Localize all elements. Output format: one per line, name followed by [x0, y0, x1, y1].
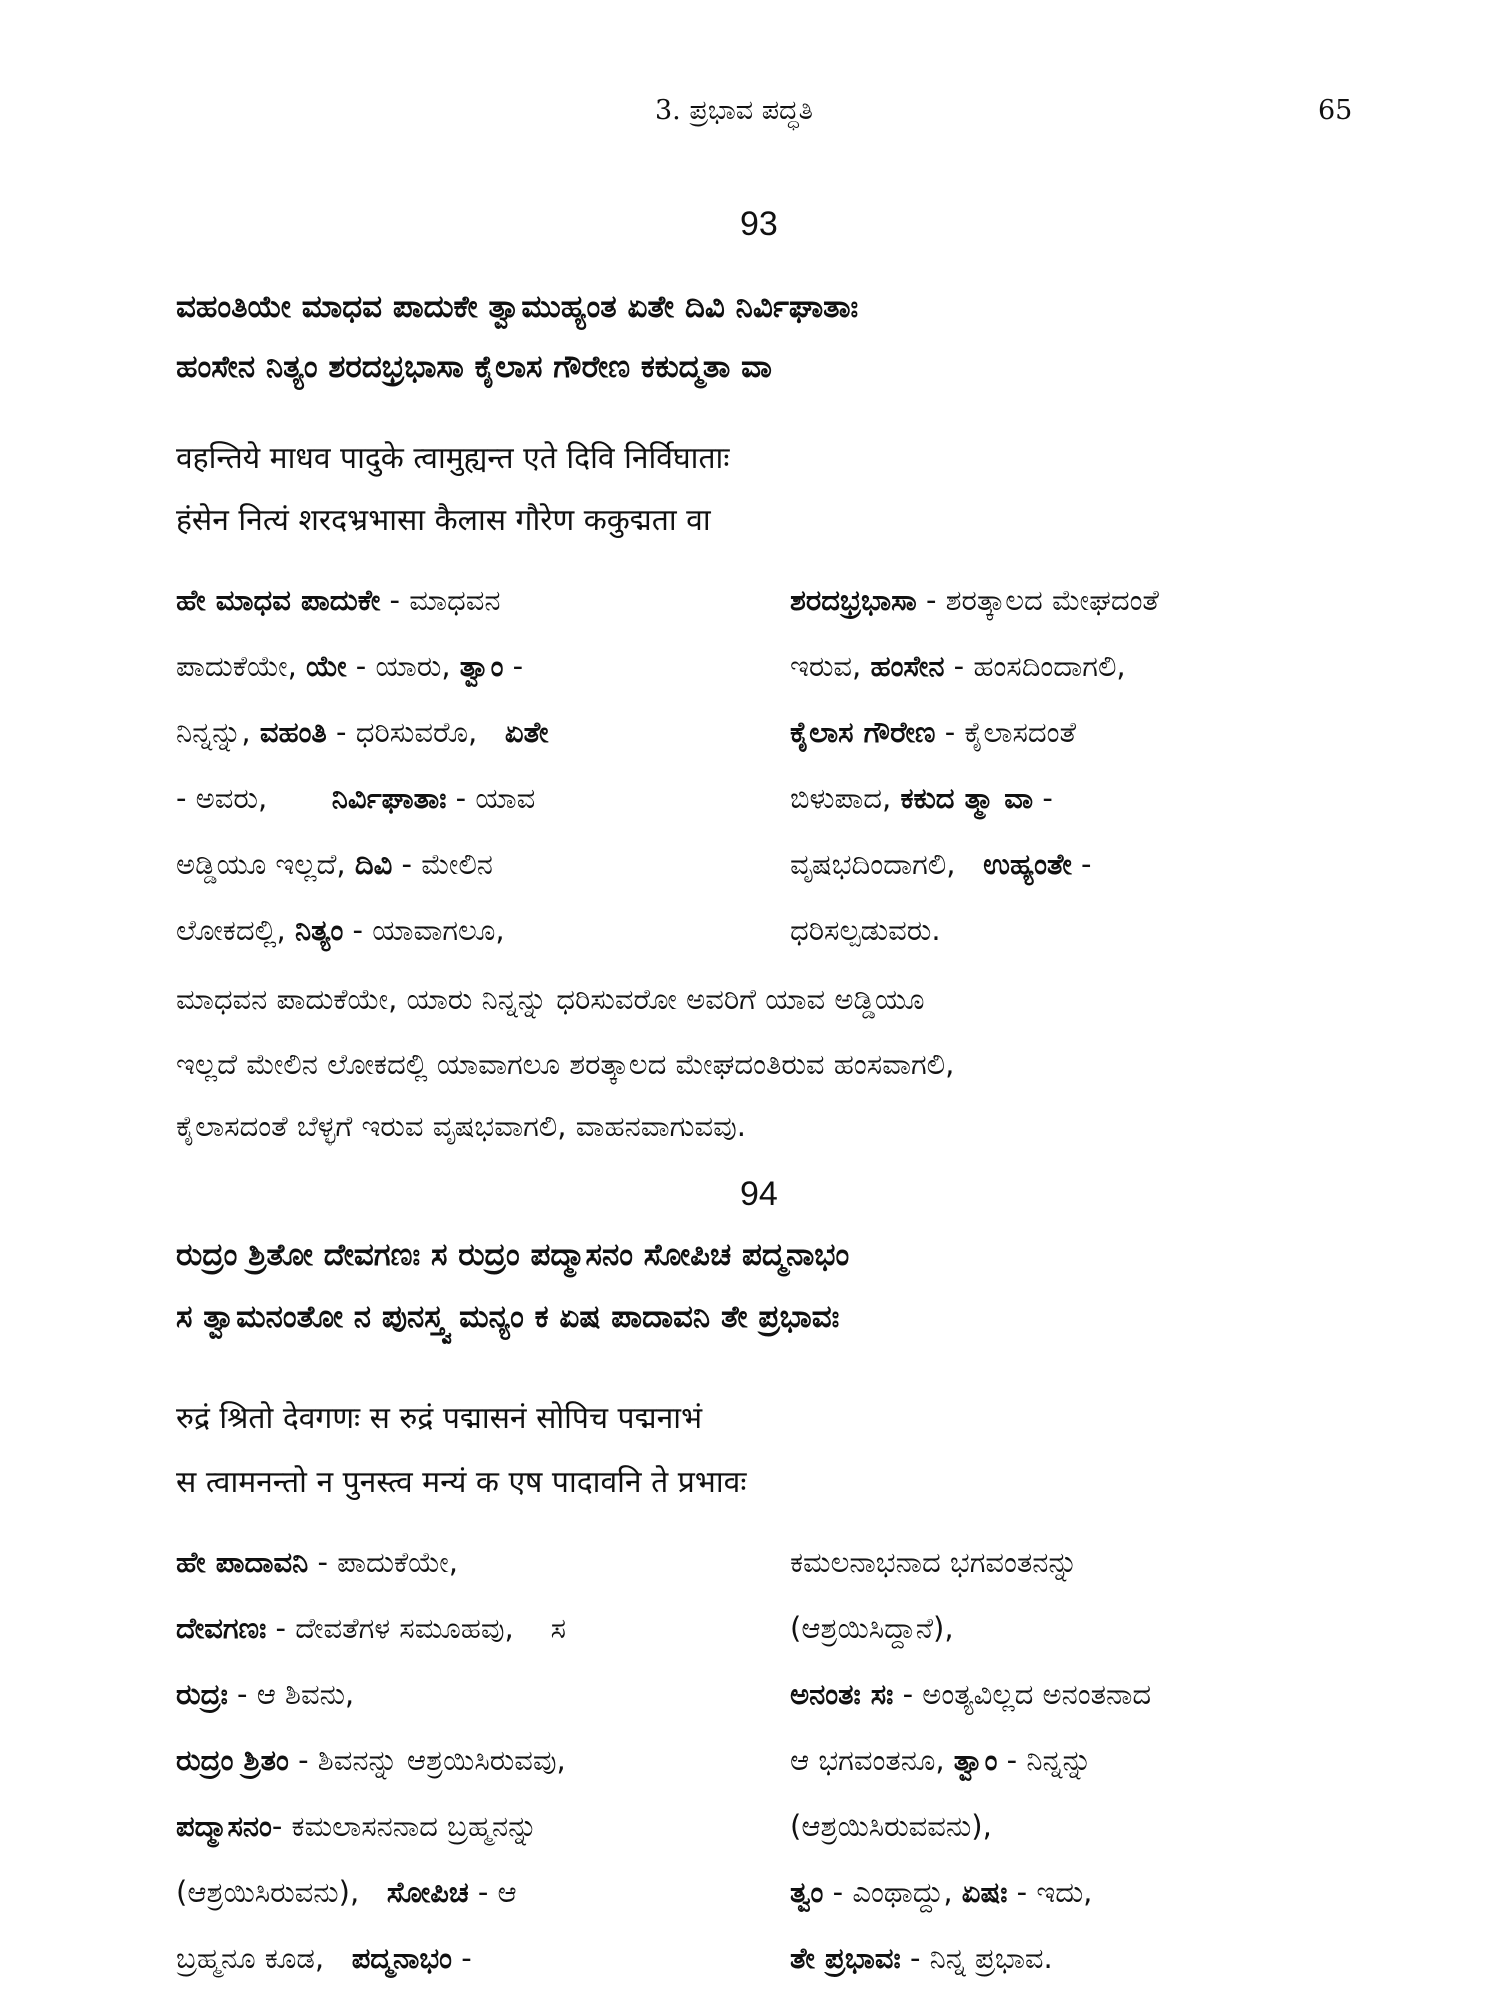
gloss-term: ಅನಂತಃ ಸಃ [790, 1677, 894, 1711]
gloss-meaning: (ಆಶ್ರಯಿಸಿರುವವನು), [790, 1809, 992, 1843]
running-header-title: 3. ಪ್ರಭಾವ ಪದ್ಧತಿ [655, 95, 813, 126]
gloss-meaning: ಇರುವ, [790, 649, 871, 683]
gloss-line [790, 781, 1350, 850]
gloss-meaning: - [452, 1941, 472, 1975]
gloss-meaning: - ಮೇಲಿನ [392, 847, 493, 881]
gloss-term: ಹೇ ಪಾದಾವನಿ [176, 1545, 309, 1579]
gloss-term: ಏಷಃ [961, 1875, 1008, 1909]
gloss-line [176, 1875, 756, 1944]
gloss-line [176, 1941, 756, 2010]
gloss-meaning: - ಪಾದುಕೆಯೇ, [308, 1545, 458, 1579]
gloss-line [176, 1809, 756, 1878]
gloss-meaning: - ಧರಿಸುವರೊ, [326, 715, 505, 749]
gloss-meaning: - ಮಾಧವನ [380, 583, 501, 617]
gloss-term: ತ್ವಾಂ [953, 1743, 998, 1777]
gloss-term: ರುದ್ರಂ ಶ್ರಿತಂ [176, 1743, 289, 1777]
gloss-term: ಶರದಭ್ರಭಾಸಾ [790, 583, 917, 617]
gloss-meaning: ವೃಷಭದಿಂದಾಗಲಿ, [790, 847, 984, 881]
gloss-meaning: - ಇದು, [1007, 1875, 1093, 1909]
gloss-term: ಕೈಲಾಸ ಗೌರೇಣ [790, 715, 936, 749]
gloss-meaning: ಧರಿಸಲ್ಪಡುವರು. [790, 913, 941, 947]
gloss-meaning: - ಆ ಶಿವನು, [227, 1677, 355, 1711]
gloss-line [176, 1743, 756, 1812]
gloss-meaning: ಪಾದುಕೆಯೇ, [176, 649, 306, 683]
gloss-meaning: ಲೋಕದಲ್ಲಿ, [176, 913, 295, 947]
gloss-line [176, 649, 756, 718]
gloss-line [790, 1743, 1350, 1812]
gloss-term: ರುದ್ರಃ [176, 1677, 228, 1711]
gloss-term: ದೇವಗಣಃ [176, 1611, 267, 1645]
summary-line: ಮಾಧವನ ಪಾದುಕೆಯೇ, ಯಾರು ನಿನ್ನನ್ನು ಧರಿಸುವರೋ ಅವರಿಗೆ ಯಾವ ಅಡ್ಡಿಯೂ [176, 982, 925, 1016]
gloss-line [176, 781, 756, 850]
gloss-meaning: (ಆಶ್ರಯಿಸಿದ್ದಾನೆ), [790, 1611, 954, 1645]
gloss-line [176, 715, 756, 784]
gloss-meaning: - ಶರತ್ಕಾಲದ ಮೇಘದಂತೆ [916, 583, 1159, 617]
gloss-term: ಏತೇ [504, 715, 549, 749]
gloss-meaning: ಬ್ರಹ್ಮನೂ ಕೂಡ, [176, 1941, 352, 1975]
gloss-line [790, 1545, 1350, 1614]
gloss-meaning: - ಶಿವನನ್ನು ಆಶ್ರಯಿಸಿರುವವು, [288, 1743, 566, 1777]
verse-kannada-line: ಹಂಸೇನ ನಿತ್ಯಂ ಶರದಭ್ರಭಾಸಾ ಕೈಲಾಸ ಗೌರೇಣ ಕಕುದ್ಮತಾ ವಾ [176, 349, 772, 385]
gloss-left-column [176, 583, 756, 982]
gloss-right-column [790, 1545, 1350, 2010]
verse-devanagari-line: रुद्रं श्रितो देवगणः स रुद्रं पद्मासनं सोपिच पद्मनाभं [176, 1401, 703, 1436]
gloss-line [790, 1809, 1350, 1878]
gloss-meaning: ಅಡ್ಡಿಯೂ ಇಲ್ಲದೆ, [176, 847, 355, 881]
gloss-line [790, 1941, 1350, 2010]
gloss-term: ವಹಂತಿ [259, 715, 327, 749]
gloss-meaning: - [1071, 847, 1092, 881]
summary-line: ಇಲ್ಲದೆ ಮೇಲಿನ ಲೋಕದಲ್ಲಿ ಯಾವಾಗಲೂ ಶರತ್ಕಾಲದ ಮೇಘದಂತಿರುವ ಹಂಸವಾಗಲಿ, [176, 1047, 955, 1081]
gloss-line [176, 1545, 756, 1614]
gloss-line [176, 1611, 756, 1680]
page-number: 65 [1318, 95, 1353, 126]
gloss-line [790, 1677, 1350, 1746]
gloss-term: ಕಕುದ ತ್ಮಾ ವಾ [900, 781, 1034, 815]
gloss-term: ಸೋಪಿಚ [386, 1875, 469, 1909]
gloss-meaning: - ಯಾರು, [346, 649, 460, 683]
gloss-line [790, 715, 1350, 784]
summary-line: ಕೈಲಾಸದಂತೆ ಬೆಳ್ಳಗೆ ಇರುವ ವೃಷಭವಾಗಲಿ, ವಾಹನವಾಗುವವು. [176, 1109, 747, 1143]
gloss-term: ನಿರ್ವಿಘಾತಾಃ [331, 781, 447, 815]
gloss-term: ಹೇ ಮಾಧವ ಪಾದುಕೇ [176, 583, 381, 617]
gloss-term: ಪದ್ಮಾಸನಂ [176, 1809, 272, 1843]
gloss-line [790, 583, 1350, 652]
gloss-line [790, 1611, 1350, 1680]
gloss-left-column [176, 1545, 756, 2010]
verse-devanagari-line: स त्वामनन्तो न पुनस्त्व मन्यं क एष पादावनि ते प्रभावः [176, 1465, 747, 1500]
gloss-line [790, 913, 1350, 982]
gloss-meaning: - ಹಂಸದಿಂದಾಗಲಿ, [944, 649, 1126, 683]
gloss-meaning: - ಕೈಲಾಸದಂತೆ [935, 715, 1077, 749]
gloss-meaning: - [503, 649, 524, 683]
gloss-meaning: - ಕಮಲಾಸನನಾದ ಬ್ರಹ್ಮನನ್ನು [271, 1809, 538, 1843]
gloss-meaning: ನಿನ್ನನ್ನು, [176, 715, 260, 749]
gloss-meaning: - ಆ [468, 1875, 517, 1909]
gloss-line [176, 1677, 756, 1746]
verse-kannada-line: ರುದ್ರಂ ಶ್ರಿತೋ ದೇವಗಣಃ ಸ ರುದ್ರಂ ಪದ್ಮಾಸನಂ ಸೋಪಿಚ ಪದ್ಮನಾಭಂ [176, 1237, 850, 1273]
gloss-meaning: - ಯಾವಾಗಲೂ, [343, 913, 505, 947]
gloss-term: ತೇ ಪ್ರಭಾವಃ [790, 1941, 901, 1975]
gloss-right-column [790, 583, 1350, 982]
gloss-meaning: - ಎಂಥಾದ್ದು, [823, 1875, 962, 1909]
gloss-line [176, 847, 756, 916]
gloss-line [176, 913, 756, 982]
gloss-meaning: ಕಮಲನಾಭನಾದ ಭಗವಂತನನ್ನು [790, 1545, 1078, 1579]
verse-number: 94 [740, 1175, 778, 1213]
gloss-meaning: - ದೇವತೆಗಳ ಸಮೂಹವು, ಸ [266, 1611, 566, 1645]
verse-kannada-line: ವಹಂತಿಯೇ ಮಾಧವ ಪಾದುಕೇ ತ್ವಾಮುಹ್ಯಂತ ಏತೇ ದಿವಿ ನಿರ್ವಿಘಾತಾಃ [176, 289, 859, 325]
gloss-term: ನಿತ್ಯಂ [294, 913, 344, 947]
gloss-term: ಪದ್ಮನಾಭಂ [351, 1941, 452, 1975]
verse-number: 93 [740, 205, 778, 243]
gloss-line [790, 649, 1350, 718]
gloss-line [790, 847, 1350, 916]
gloss-line [176, 583, 756, 652]
gloss-term: ದಿವಿ [354, 847, 393, 881]
gloss-meaning: (ಆಶ್ರಯಿಸಿರುವನು), [176, 1875, 387, 1909]
gloss-meaning: ಆ ಭಗವಂತನೂ, [790, 1743, 954, 1777]
gloss-meaning: ಬಿಳುಪಾದ, [790, 781, 901, 815]
gloss-meaning: - [1033, 781, 1053, 815]
gloss-meaning: - ಅಂತ್ಯವಿಲ್ಲದ ಅನಂತನಾದ [893, 1677, 1152, 1711]
verse-kannada-line: ಸ ತ್ವಾಮನಂತೋ ನ ಪುನಸ್ತ್ವ ಮನ್ಯಂ ಕ ಏಷ ಪಾದಾವನಿ ತೇ ಪ್ರಭಾವಃ [176, 1299, 840, 1335]
gloss-meaning: - ನಿನ್ನ ಪ್ರಭಾವ. [900, 1941, 1053, 1975]
gloss-meaning: - ಅವರು, [176, 781, 332, 815]
gloss-term: ತ್ವಂ [790, 1875, 824, 1909]
gloss-term: ತ್ವಾಂ [459, 649, 504, 683]
gloss-meaning: - ಯಾವ [446, 781, 536, 815]
gloss-meaning: - ನಿನ್ನನ್ನು [997, 1743, 1092, 1777]
gloss-term: ಉಹ್ಯಂತೇ [983, 847, 1072, 881]
verse-devanagari-line: वहन्तिये माधव पादुके त्वामुह्यन्त एते दिवि निर्विघाताः [176, 441, 730, 476]
gloss-term: ಹಂಸೇನ [870, 649, 945, 683]
gloss-line [790, 1875, 1350, 1944]
verse-devanagari-line: हंसेन नित्यं शरदभ्रभासा कैलास गौरेण ककुद्मता वा [176, 503, 711, 538]
gloss-term: ಯೇ [306, 649, 347, 683]
